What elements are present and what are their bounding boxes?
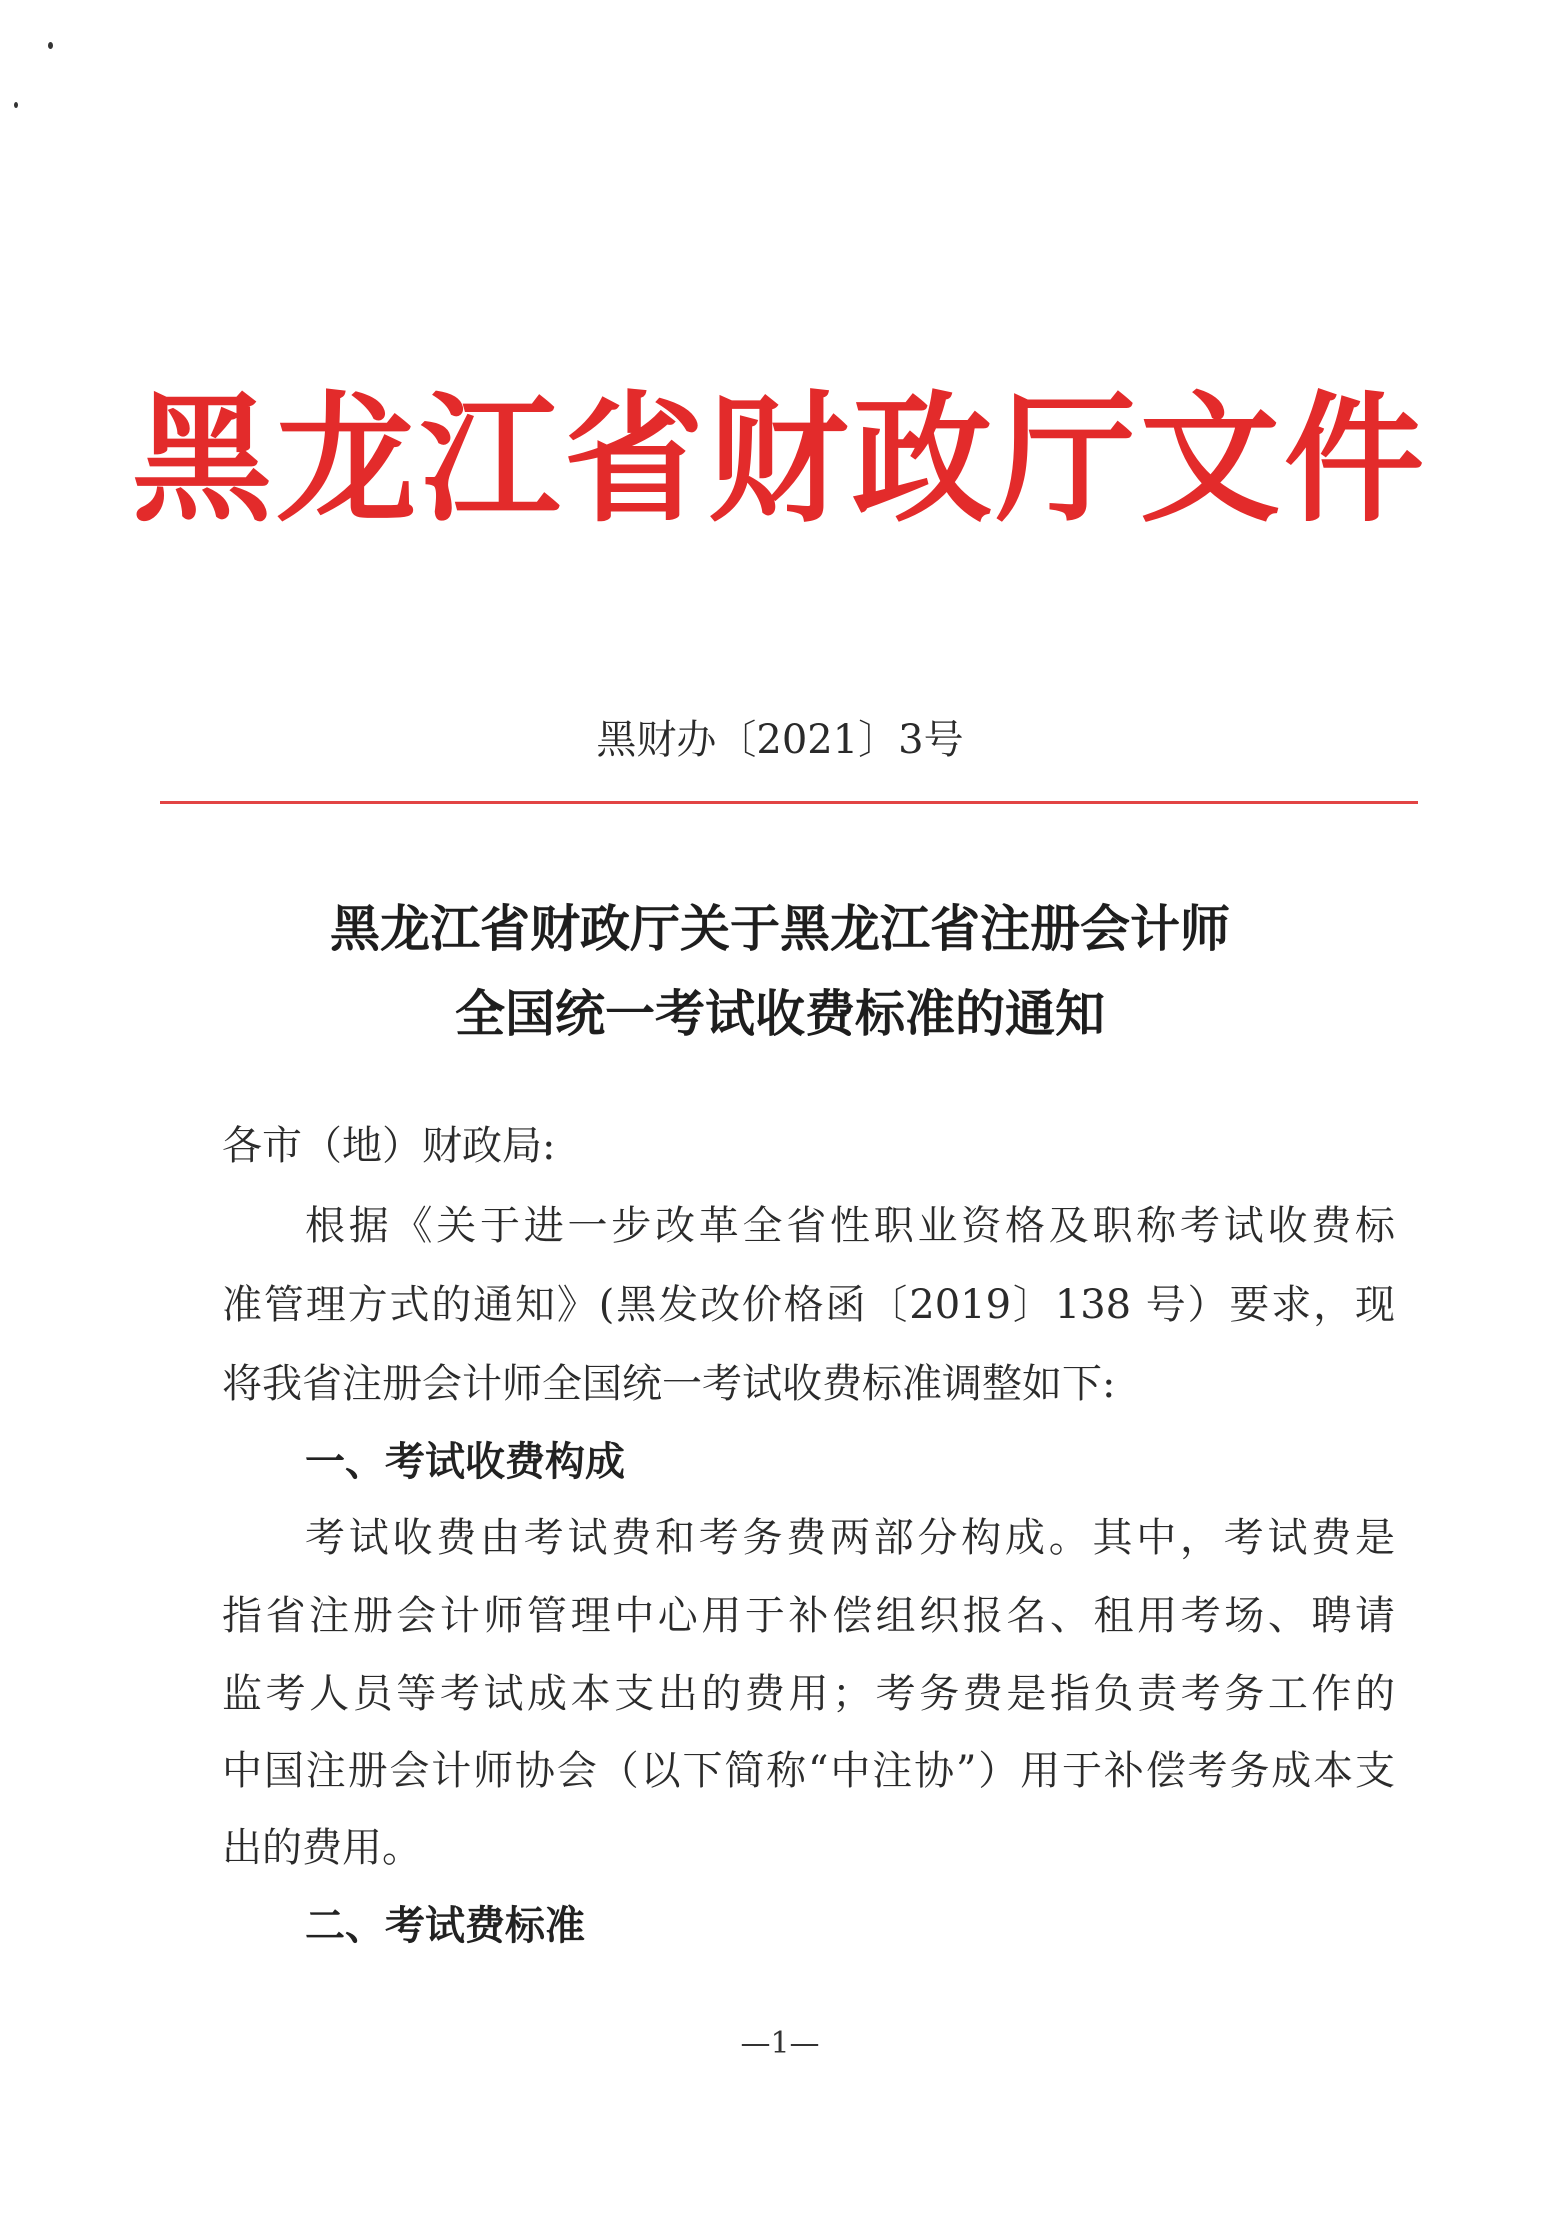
- section-1-heading: 一、考试收费构成: [305, 1439, 625, 1485]
- section-1-line-5: 出的费用。: [222, 1825, 422, 1871]
- document-masthead: 黑龙江省财政厅文件: [131, 378, 1428, 542]
- section-1-line-1: 考试收费由考试费和考务费两部分构成。其中，考试费是: [305, 1515, 1395, 1561]
- section-1-line-3: 监考人员等考试成本支出的费用；考务费是指负责考务工作的: [222, 1671, 1395, 1717]
- intro-line-2: 准管理方式的通知》(黑发改价格函〔2019〕138 号）要求，现: [222, 1282, 1395, 1328]
- document-number: 黑财办〔2021〕3号: [596, 717, 964, 763]
- red-separator-line: [160, 801, 1418, 804]
- salutation: 各市（地）财政局:: [222, 1123, 556, 1169]
- page-number: —1—: [740, 2026, 820, 2061]
- document-title-line-1: 黑龙江省财政厅关于黑龙江省注册会计师: [330, 900, 1230, 958]
- section-1-line-4: 中国注册会计师协会（以下简称“中注协”）用于补偿考务成本支: [222, 1748, 1395, 1794]
- intro-line-3: 将我省注册会计师全国统一考试收费标准调整如下:: [222, 1361, 1116, 1407]
- scan-speck: [48, 42, 53, 49]
- document-title-line-2: 全国统一考试收费标准的通知: [455, 985, 1105, 1043]
- section-2-heading: 二、考试费标准: [305, 1903, 585, 1949]
- scan-speck: [14, 102, 18, 108]
- section-1-line-2: 指省注册会计师管理中心用于补偿组织报名、租用考场、聘请: [222, 1593, 1395, 1639]
- intro-line-1: 根据《关于进一步改革全省性职业资格及职称考试收费标: [305, 1203, 1395, 1249]
